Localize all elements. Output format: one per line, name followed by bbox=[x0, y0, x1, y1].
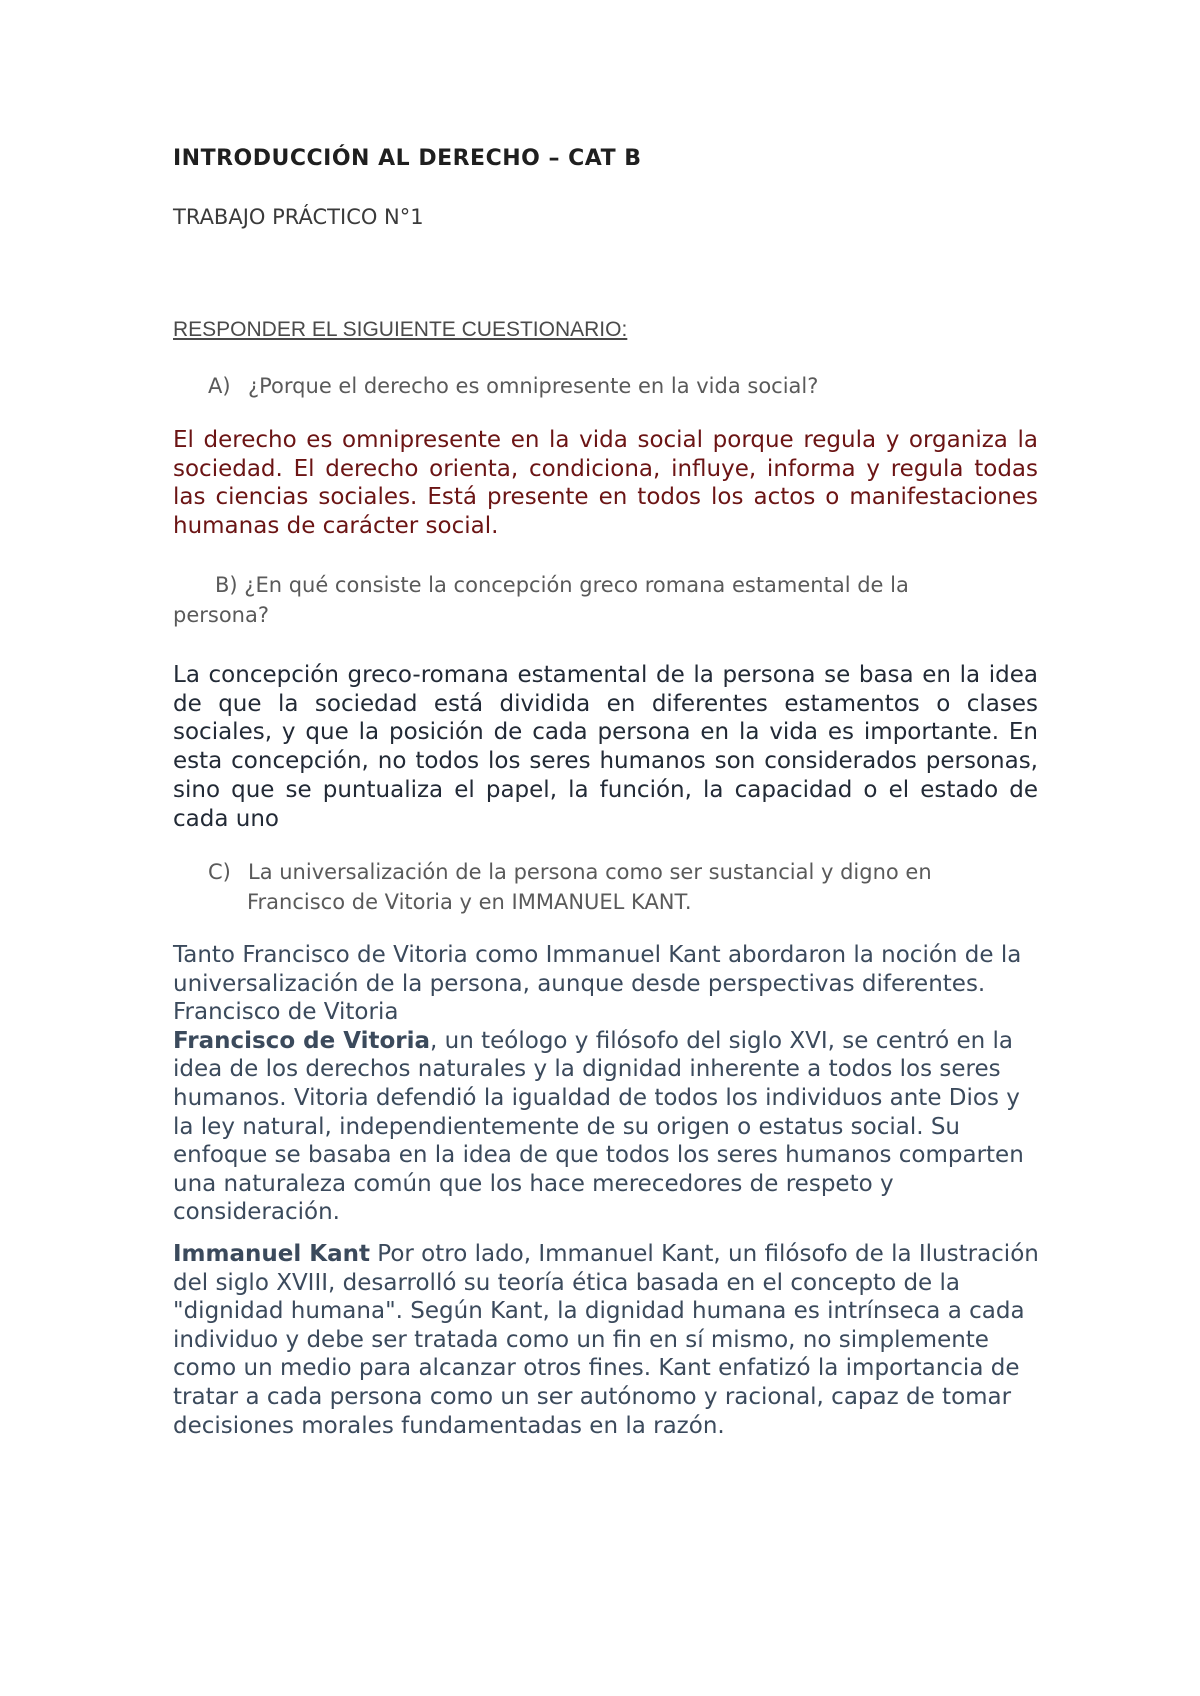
document-title: INTRODUCCIÓN AL DERECHO – CAT B bbox=[173, 146, 642, 171]
question-c-text-2: Francisco de Vitoria y en IMMANUEL KANT. bbox=[247, 890, 692, 914]
answer-c-vitoria-paragraph bbox=[173, 1027, 1043, 1227]
question-a-marker: A) bbox=[208, 374, 231, 398]
question-c bbox=[208, 857, 1038, 917]
kant-name: Immanuel Kant bbox=[173, 1240, 370, 1267]
question-a bbox=[208, 371, 818, 401]
document-subtitle: TRABAJO PRÁCTICO N°1 bbox=[173, 205, 424, 229]
answer-c bbox=[173, 941, 1043, 1440]
vitoria-text: , un teólogo y filósofo del siglo XVI, se centró en la idea de los derechos naturales y la dignidad inherente a todos los seres humanos. Vitoria defendió la igualdad de todos los individuos ante Dios y la ley natural, independientemente de su origen o estatus social. Su enfoque se basaba en la idea de que todos los seres humanos comparten una naturaleza común que los hace merecedores de respeto y consideración. bbox=[173, 1027, 1024, 1226]
answer-a: El derecho es omnipresente en la vida social porque regula y organiza la sociedad. El derecho orienta, condiciona, influye, informa y regula todas las ciencias sociales. Está presente en todos los actos o manifestaciones humanas de carácter social. bbox=[173, 427, 1038, 540]
question-c-marker: C) bbox=[208, 860, 231, 884]
question-b bbox=[173, 570, 993, 630]
question-b-marker: B) bbox=[215, 573, 238, 597]
kant-text: Por otro lado, Immanuel Kant, un filósofo de la Ilustración del siglo XVIII, desarrolló su teoría ética basada en el concepto de la "dignidad humana". Según Kant, la dignidad humana es intrínseca a cada individuo y debe ser tratada como un fin en sí mismo, no simplemente como un medio para alcanzar otros fines. Kant enfatizó la importancia de tratar a cada persona como un ser autónomo y racional, capaz de tomar decisiones morales fundamentadas en la razón. bbox=[173, 1240, 1039, 1439]
answer-b: La concepción greco-romana estamental de la persona se basa en la idea de que la sociedad está dividida en diferentes estamentos o clases sociales, y que la posición de cada persona en la vida es importante. En esta concepción, no todos los seres humanos son considerados personas, sino que se puntualiza el papel, la función, la capacidad o el estado de cada uno bbox=[173, 662, 1038, 832]
vitoria-name: Francisco de Vitoria bbox=[173, 1027, 431, 1054]
answer-c-kant-paragraph bbox=[173, 1240, 1043, 1440]
question-b-text: ¿En qué consiste la concepción greco romana estamental de la persona? bbox=[173, 573, 909, 627]
answer-c-intro: Tanto Francisco de Vitoria como Immanuel Kant abordaron la noción de la universalización de la persona, aunque desde perspectivas diferentes. bbox=[173, 942, 1022, 997]
answer-c-heading-vitoria: Francisco de Vitoria bbox=[173, 999, 399, 1026]
question-a-text: ¿Porque el derecho es omnipresente en la vida social? bbox=[248, 374, 819, 398]
instruction-heading: RESPONDER EL SIGUIENTE CUESTIONARIO: bbox=[173, 318, 628, 341]
question-c-line-1 bbox=[208, 857, 1038, 887]
question-c-text-1: La universalización de la persona como ser sustancial y digno en bbox=[248, 860, 932, 884]
